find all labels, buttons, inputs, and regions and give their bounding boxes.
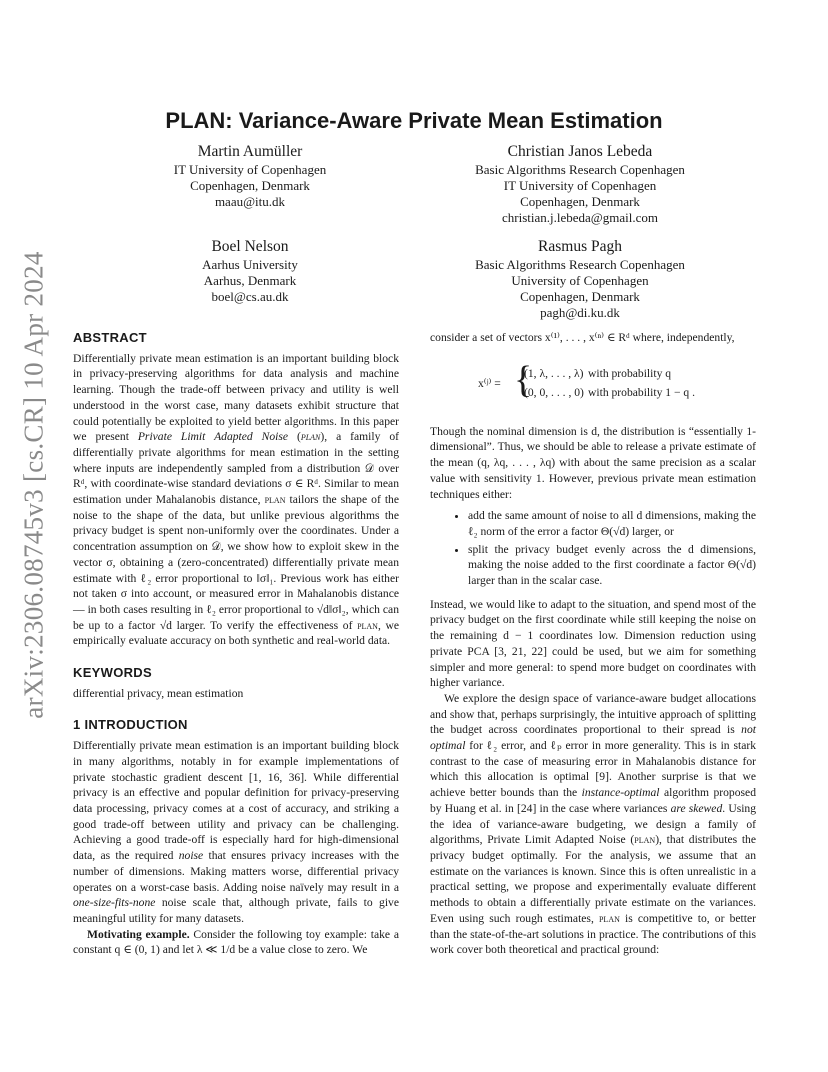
keywords-text: differential privacy, mean estimation <box>73 686 244 700</box>
author-affiliation: IT University of Copenhagen <box>503 178 657 193</box>
equation-case-value: (1, λ, . . . , λ) <box>524 366 584 380</box>
list-item: • add the same amount of noise to all d dimensions, making the ℓ₂ norm of the error a factor Θ(√d) larger, or <box>468 508 756 539</box>
intro-paragraph: Differentially private mean estimation is an important building block in many algorithms, notably in for example implementations of private stochastic gradient descent [1, 16, 36]. While differential privacy is an effective and popular definition for privacy-preserving data processing, privacy comes at a cost of accuracy, and striking a good trade-off between utility and privacy can be challenging. Achieving a good trade-off is especially hard for high-dimensional data, as the required noise that ensures privacy increases with the number of dimensions. Making matters worse, differential privacy operates on a worst-case basis. Adding noise naïvely may result in a one-size-fits-none noise scale that, although private, fails to give meaningful utility for many datasets. <box>73 739 400 925</box>
author-name: Martin Aumüller <box>197 143 303 160</box>
author-affiliation: IT University of Copenhagen <box>173 162 327 177</box>
equation <box>430 356 756 416</box>
author-affiliation: Aarhus University <box>202 257 298 272</box>
author-location: Aarhus, Denmark <box>203 273 297 288</box>
author-location: Copenhagen, Denmark <box>190 178 310 193</box>
author-email: christian.j.lebeda@gmail.com <box>501 210 658 225</box>
author-email: pagh@di.ku.dk <box>540 305 620 320</box>
body-paragraph: Instead, we would like to adapt to the situation, and spend most of the privacy budget on the first coordinate while still keeping the noise on the remaining d − 1 coordinates low. Dimension reduction using private PCA [3, 21, 22] could be used, but we aim for something simpler and more general: to spend more budget on coordinates with higher variance. <box>430 597 756 690</box>
body-paragraph: Though the nominal dimension is d, the distribution is “essentially 1-dimensional”. Thus, we should be able to release a private estimate of the mean (q, λq, . . . , λq) with about the same precision as a scalar value with sensitivity 1. However, previous private mean estimation techniques either: <box>430 424 756 501</box>
author-location: Copenhagen, Denmark <box>520 289 640 304</box>
author-block <box>130 142 370 210</box>
motivating-example: Motivating example. Consider the following toy example: take a constant q ∈ (0, 1) and let λ ≪ 1/d be a value close to zero. We <box>73 927 399 957</box>
author-block <box>430 142 730 226</box>
author-name: Rasmus Pagh <box>538 238 622 255</box>
abstract-text: Differentially private mean estimation is an important building block in privacy-preserving algorithms for data analysis and machine learning. Though the trade-off between privacy and utility is well understood in the worst case, many datasets exhibit structure that could potentially be exploited to yield better algorithms. In this paper we present Private Limit Adapted Noise (plan), a family of differentially private algorithms for mean estimation in the setting where inputs are independently sampled from a distribution 𝒟 over Rᵈ, with coordinate-wise standard deviations σ ∈ Rᵈ. Similar to mean estimation under Mahalanobis distance, plan tailors the shape of the noise to the shape of the data, but unlike previous algorithms the privacy budget is spent non-uniformly over the coordinates. Under a concentration assumption on 𝒟, we show how to exploit skew in the vector σ, obtaining a (zero-concentrated) differentially private mean estimate with ℓ₂ error proportional to ‖σ‖₁. Previous work has either not taken σ into account, or measured error in Mahalanobis distance — in both cases resulting in ℓ₂ error proportional to √d‖σ‖₂, which can be up to a factor √d larger. To verify the effectiveness of plan, we empirically evaluate accuracy on both synthetic and real-world data. <box>73 351 399 648</box>
bullet-list <box>430 508 756 589</box>
author-affiliation: University of Copenhagen <box>511 273 649 288</box>
paper-title: PLAN: Variance-Aware Private Mean Estimation <box>165 108 663 133</box>
author-name: Boel Nelson <box>211 238 289 255</box>
equation-case-value: (0, 0, . . . , 0) <box>524 385 584 399</box>
author-block <box>130 237 370 305</box>
arxiv-id: arXiv:2306.08745v3 [cs.CR] 10 Apr 2024 <box>18 251 49 719</box>
equation-lhs: x⁽ʲ⁾ = <box>478 376 501 390</box>
author-email: boel@cs.au.dk <box>211 289 289 304</box>
author-affiliation: Basic Algorithms Research Copenhagen <box>475 162 685 177</box>
author-affiliation: Basic Algorithms Research Copenhagen <box>475 257 685 272</box>
abstract-heading: ABSTRACT <box>73 330 147 345</box>
list-item: • split the privacy budget evenly across the d dimensions, making the noise added to the first coordinate a factor Θ(√d) larger than in the scalar case. <box>468 542 756 589</box>
intro-heading: 1 INTRODUCTION <box>73 717 188 733</box>
keywords-heading: KEYWORDS <box>73 665 152 681</box>
body-paragraph: We explore the design space of variance-aware budget allocations and show that, perhaps surprisingly, the intuitive approach of splitting the budget across coordinates proportional to their spread is not optimal for ℓ₂ error, and ℓₚ error in more generality. This is in stark contrast to the case of measuring error in Mahalanobis distance for which this allocation is optimal [9]. Another surprise is that we achieve better bounds than the instance-optimal algorithm proposed by Huang et al. in [24] in the case where variances are skewed. Using the idea of variance-aware budgeting, we design a family of algorithms, Private Limit Adapted Noise (plan), that distributes the privacy budget optimally. For the analysis, we assume that an estimate on the variances is known. Since this is often unrealistic in a practical setting, we propose and experimentally evaluate different methods to obtain a differentially private estimate on the variances. Even using such rough estimates, plan is competitive to, or better than the state-of-the-art solutions in practice. The contributions of this work cover both theoretical and practical ground: <box>430 691 757 957</box>
equation-case-condition: with probability 1 − q . <box>588 385 696 399</box>
equation-case-condition: with probability q <box>588 366 672 380</box>
brace-glyph: { <box>514 358 533 401</box>
intro-continuation: consider a set of vectors x⁽¹⁾, . . . , x⁽ⁿ⁾ ∈ Rᵈ where, independently, <box>430 331 735 344</box>
author-location: Copenhagen, Denmark <box>520 194 640 209</box>
arxiv-stamp <box>14 251 54 719</box>
author-name: Christian Janos Lebeda <box>507 143 653 160</box>
right-column <box>430 330 756 958</box>
left-column <box>73 330 399 958</box>
author-block <box>430 237 730 321</box>
author-email: maau@itu.dk <box>214 194 286 209</box>
